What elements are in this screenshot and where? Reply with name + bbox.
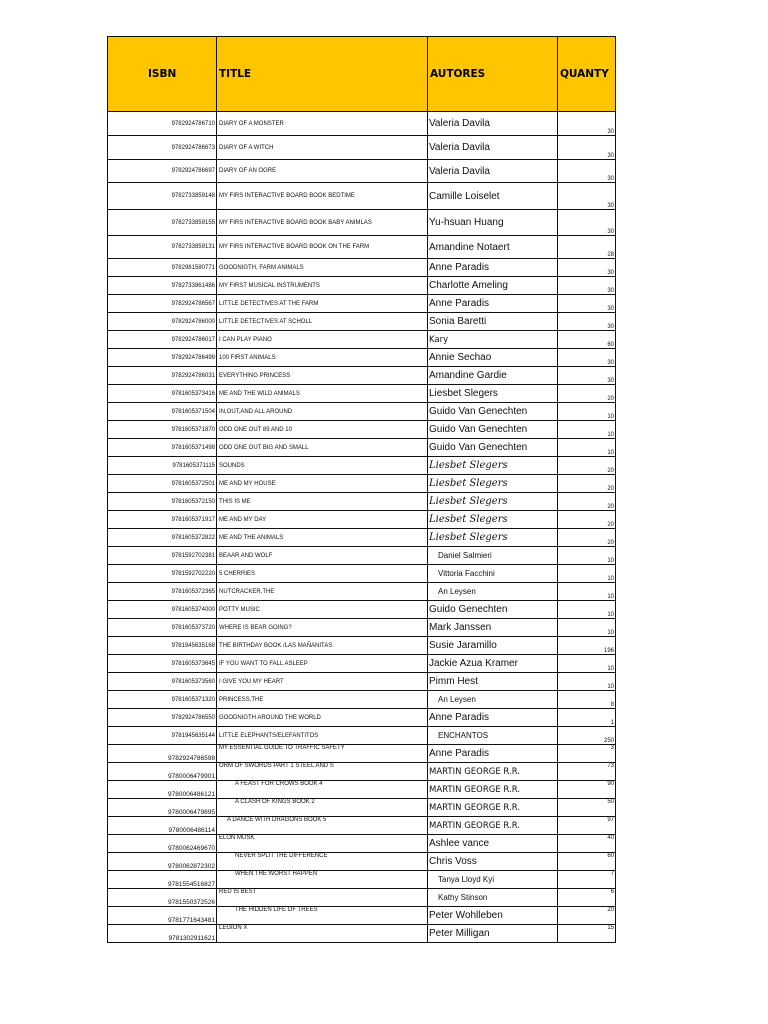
title-cell: ORM OF SWORDS PART 1 STEEL AND S bbox=[217, 763, 428, 781]
isbn-cell: 9781605371498 bbox=[108, 439, 217, 457]
title-cell: THE BIRTHDAY BOOK /LAS MAÑANITAS bbox=[217, 637, 428, 655]
quantity-cell: 40 bbox=[558, 835, 616, 853]
quantity-cell: 10 bbox=[558, 583, 616, 601]
table-row bbox=[108, 799, 616, 817]
title-cell: DIARY OF AN OGRE bbox=[217, 160, 428, 183]
quantity-cell: 10 bbox=[558, 565, 616, 583]
quantity-cell: 8 bbox=[558, 691, 616, 709]
quantity-cell: 20 bbox=[558, 907, 616, 925]
quantity-cell: 30 bbox=[558, 136, 616, 160]
table-row bbox=[108, 475, 616, 493]
title-cell: PRINCESS,THE bbox=[217, 691, 428, 709]
table-row bbox=[108, 295, 616, 313]
title-cell: ME AND MY HOUSE bbox=[217, 475, 428, 493]
author-cell: Kary bbox=[428, 331, 558, 349]
title-cell: LITTLE DETECTIVES AT SCHOLL bbox=[217, 313, 428, 331]
title-cell: ODD ONE OUT BIG AND SMALL bbox=[217, 439, 428, 457]
table-row bbox=[108, 547, 616, 565]
title-cell: LEGION X bbox=[217, 925, 428, 943]
quantity-cell: 20 bbox=[558, 385, 616, 403]
isbn-cell: 9781605371917 bbox=[108, 511, 217, 529]
quantity-cell: 20 bbox=[558, 511, 616, 529]
author-cell: Yu-hsuan Huang bbox=[428, 210, 558, 236]
author-cell: Anne Paradis bbox=[428, 745, 558, 763]
header-isbn: ISBN bbox=[108, 37, 217, 112]
author-cell: Amandine Gardie bbox=[428, 367, 558, 385]
author-cell: Peter Wohlleben bbox=[428, 907, 558, 925]
isbn-cell: 9781605371504 bbox=[108, 403, 217, 421]
isbn-cell: 9782924786598 bbox=[108, 745, 217, 763]
isbn-cell: 9780062872302 bbox=[108, 853, 217, 871]
isbn-cell: 9782924786031 bbox=[108, 367, 217, 385]
quantity-cell: 30 bbox=[558, 277, 616, 295]
table-row bbox=[108, 673, 616, 691]
table-row bbox=[108, 601, 616, 619]
isbn-cell: 9781605372365 bbox=[108, 583, 217, 601]
quantity-cell: 28 bbox=[558, 236, 616, 259]
quantity-cell: 10 bbox=[558, 601, 616, 619]
title-cell: ME AND MY DAY bbox=[217, 511, 428, 529]
quantity-cell: 250 bbox=[558, 727, 616, 745]
table-row bbox=[108, 439, 616, 457]
author-cell: Chris Voss bbox=[428, 853, 558, 871]
isbn-cell: 9781554516827 bbox=[108, 871, 217, 889]
isbn-cell: 9782733859148 bbox=[108, 183, 217, 210]
isbn-cell: 9780062469670 bbox=[108, 835, 217, 853]
title-cell: DIARY OF A MONSTER bbox=[217, 112, 428, 136]
author-cell: Liesbet Slegers bbox=[428, 385, 558, 403]
author-cell: Guido Van Genechten bbox=[428, 403, 558, 421]
table-header bbox=[108, 37, 616, 112]
table-row bbox=[108, 136, 616, 160]
isbn-cell: 9781771643481 bbox=[108, 907, 217, 925]
title-cell: POTTY MUSIC bbox=[217, 601, 428, 619]
table-row bbox=[108, 112, 616, 136]
table-row bbox=[108, 637, 616, 655]
quantity-cell: 30 bbox=[558, 259, 616, 277]
title-cell: I CAN PLAY PIANO bbox=[217, 331, 428, 349]
author-cell: Guido Genechten bbox=[428, 601, 558, 619]
quantity-cell: 20 bbox=[558, 457, 616, 475]
quantity-cell: 60 bbox=[558, 853, 616, 871]
author-cell: Amandine Notaert bbox=[428, 236, 558, 259]
table-row bbox=[108, 331, 616, 349]
author-cell: Ashlee vance bbox=[428, 835, 558, 853]
table-row bbox=[108, 817, 616, 835]
table-row bbox=[108, 655, 616, 673]
isbn-cell: 9781605371320 bbox=[108, 691, 217, 709]
quantity-cell: 30 bbox=[558, 349, 616, 367]
title-cell: IF YOU WANT TO FALL ASLEEP bbox=[217, 655, 428, 673]
author-cell: An Leysen bbox=[428, 691, 558, 709]
table-row bbox=[108, 403, 616, 421]
quantity-cell: 10 bbox=[558, 439, 616, 457]
table-row bbox=[108, 457, 616, 475]
author-cell: Vittoria Facchini bbox=[428, 565, 558, 583]
title-cell: MY ESSENTIAL GUIDE TO TRAFFIC SAFETY bbox=[217, 745, 428, 763]
title-cell: A DANCE WITH DRAGONS BOOK 5 bbox=[217, 817, 428, 835]
quantity-cell: 20 bbox=[558, 493, 616, 511]
table-row bbox=[108, 313, 616, 331]
title-cell: 5 CHERRIES bbox=[217, 565, 428, 583]
isbn-cell: 9781302911621 bbox=[108, 925, 217, 943]
title-cell: BEAAR AND WOLF bbox=[217, 547, 428, 565]
quantity-cell: 30 bbox=[558, 367, 616, 385]
quantity-cell: 20 bbox=[558, 475, 616, 493]
quantity-cell: 30 bbox=[558, 160, 616, 183]
title-cell: NUTCRACKER,THE bbox=[217, 583, 428, 601]
isbn-cell: 9781605372501 bbox=[108, 475, 217, 493]
author-cell: MARTIN GEORGE R.R. bbox=[428, 817, 558, 835]
title-cell: ELON MUSK bbox=[217, 835, 428, 853]
quantity-cell: 90 bbox=[558, 781, 616, 799]
quantity-cell: 6 bbox=[558, 889, 616, 907]
table-row bbox=[108, 259, 616, 277]
author-cell: Tanya Lloyd Kyi bbox=[428, 871, 558, 889]
quantity-cell: 30 bbox=[558, 183, 616, 210]
author-cell: Valeria Davila bbox=[428, 136, 558, 160]
author-cell: Camille Loiselet bbox=[428, 183, 558, 210]
title-cell: EVERYTHING PRINCESS bbox=[217, 367, 428, 385]
author-cell: Kathy Stinson bbox=[428, 889, 558, 907]
isbn-cell: 9782981580771 bbox=[108, 259, 217, 277]
author-cell: Mark Janssen bbox=[428, 619, 558, 637]
author-cell: ENCHANTOS bbox=[428, 727, 558, 745]
quantity-cell: 97 bbox=[558, 817, 616, 835]
isbn-cell: 9781605372150 bbox=[108, 493, 217, 511]
author-cell: Sonia Baretti bbox=[428, 313, 558, 331]
table-row bbox=[108, 565, 616, 583]
header-row bbox=[108, 37, 616, 112]
isbn-cell: 9780006486121 bbox=[108, 781, 217, 799]
quantity-cell: 3 bbox=[558, 745, 616, 763]
author-cell: Jackie Azua Kramer bbox=[428, 655, 558, 673]
isbn-cell: 9781592702381 bbox=[108, 547, 217, 565]
isbn-cell: 9781605371115 bbox=[108, 457, 217, 475]
table-row bbox=[108, 367, 616, 385]
isbn-cell: 9782924786017 bbox=[108, 331, 217, 349]
isbn-cell: 9782924786567 bbox=[108, 295, 217, 313]
table-row bbox=[108, 745, 616, 763]
title-cell: THE HIDDEN LIFE OF TREES bbox=[217, 907, 428, 925]
table-row bbox=[108, 727, 616, 745]
title-cell: ME AND THE WILD ANIMALS bbox=[217, 385, 428, 403]
table-row bbox=[108, 160, 616, 183]
table-row bbox=[108, 210, 616, 236]
quantity-cell: 30 bbox=[558, 313, 616, 331]
table-row bbox=[108, 529, 616, 547]
author-cell: Anne Paradis bbox=[428, 295, 558, 313]
isbn-cell: 9781945635144 bbox=[108, 727, 217, 745]
quantity-cell: 10 bbox=[558, 655, 616, 673]
title-cell: LITTLE ELEPHANTS/ELEFANTITOS bbox=[217, 727, 428, 745]
author-cell: An Leysen bbox=[428, 583, 558, 601]
isbn-cell: 9781592702220 bbox=[108, 565, 217, 583]
quantity-cell: 30 bbox=[558, 112, 616, 136]
table-row bbox=[108, 421, 616, 439]
table-body bbox=[108, 112, 616, 943]
table-row bbox=[108, 925, 616, 943]
table-row bbox=[108, 385, 616, 403]
table-row bbox=[108, 349, 616, 367]
author-cell: Liesbet Slegers bbox=[428, 475, 558, 493]
title-cell: NEVER SPLIT THE DIFFERENCE bbox=[217, 853, 428, 871]
isbn-cell: 9782924786673 bbox=[108, 136, 217, 160]
table-row bbox=[108, 781, 616, 799]
title-cell: A CLASH OF KINGS BOOK 2 bbox=[217, 799, 428, 817]
isbn-cell: 9781605373645 bbox=[108, 655, 217, 673]
author-cell: Pimm Hest bbox=[428, 673, 558, 691]
author-cell: Valeria Davila bbox=[428, 112, 558, 136]
isbn-cell: 9782924786550 bbox=[108, 709, 217, 727]
table-row bbox=[108, 493, 616, 511]
author-cell: Anne Paradis bbox=[428, 709, 558, 727]
author-cell: Daniel Salmieri bbox=[428, 547, 558, 565]
table-row bbox=[108, 853, 616, 871]
title-cell: GOODNIGTH, FARM ANIMALS bbox=[217, 259, 428, 277]
table-row bbox=[108, 277, 616, 295]
book-inventory-table bbox=[107, 36, 616, 943]
title-cell: MY FIRS INTERACTIVE BOARD BOOK BEDTIME bbox=[217, 183, 428, 210]
title-cell: MY FIRST MUSICAL INSTRUMENTS bbox=[217, 277, 428, 295]
table-row bbox=[108, 511, 616, 529]
table-row bbox=[108, 183, 616, 210]
author-cell: Liesbet Slegers bbox=[428, 493, 558, 511]
author-cell: Peter Milligan bbox=[428, 925, 558, 943]
title-cell: SOUNDS bbox=[217, 457, 428, 475]
title-cell: ODD ONE OUT 89 AND 10 bbox=[217, 421, 428, 439]
author-cell: Liesbet Slegers bbox=[428, 511, 558, 529]
quantity-cell: 30 bbox=[558, 295, 616, 313]
title-cell: RED IS BEST bbox=[217, 889, 428, 907]
author-cell: Valeria Davila bbox=[428, 160, 558, 183]
table-row bbox=[108, 691, 616, 709]
title-cell: IN,OUT,AND ALL AROUND bbox=[217, 403, 428, 421]
title-cell: LITTLE DETECTIVES AT THE FARM bbox=[217, 295, 428, 313]
isbn-cell: 9781605374000 bbox=[108, 601, 217, 619]
header-authors: AUTORES bbox=[428, 37, 558, 112]
author-cell: Anne Paradis bbox=[428, 259, 558, 277]
author-cell: Guido Van Genechten bbox=[428, 421, 558, 439]
table-row bbox=[108, 619, 616, 637]
isbn-cell: 9782733859155 bbox=[108, 210, 217, 236]
quantity-cell: 20 bbox=[558, 529, 616, 547]
quantity-cell: 15 bbox=[558, 925, 616, 943]
isbn-cell: 9781605372822 bbox=[108, 529, 217, 547]
author-cell: Guido Van Genechten bbox=[428, 439, 558, 457]
table-row bbox=[108, 835, 616, 853]
isbn-cell: 9781605373416 bbox=[108, 385, 217, 403]
isbn-cell: 9780006479895 bbox=[108, 799, 217, 817]
title-cell: MY FIRS INTERACTIVE BOARD BOOK ON THE FARM bbox=[217, 236, 428, 259]
title-cell: WHEN THE WORST HAPPEN bbox=[217, 871, 428, 889]
header-title: TITLE bbox=[217, 37, 428, 112]
header-quantity: QUANTY bbox=[558, 37, 616, 112]
quantity-cell: 7 bbox=[558, 871, 616, 889]
quantity-cell: 10 bbox=[558, 403, 616, 421]
table-row bbox=[108, 871, 616, 889]
title-cell: MY FIRS INTERACTIVE BOARD BOOK BABY ANIMLAS bbox=[217, 210, 428, 236]
title-cell: DIARY OF A WITCH bbox=[217, 136, 428, 160]
quantity-cell: 73 bbox=[558, 763, 616, 781]
isbn-cell: 9782924786000 bbox=[108, 313, 217, 331]
isbn-cell: 9782924786710 bbox=[108, 112, 217, 136]
isbn-cell: 9782924786697 bbox=[108, 160, 217, 183]
quantity-cell: 50 bbox=[558, 799, 616, 817]
title-cell: A FEAST FOR CROWS BOOK 4 bbox=[217, 781, 428, 799]
table-row bbox=[108, 907, 616, 925]
quantity-cell: 1 bbox=[558, 709, 616, 727]
table-row bbox=[108, 763, 616, 781]
quantity-cell: 30 bbox=[558, 210, 616, 236]
quantity-cell: 60 bbox=[558, 331, 616, 349]
title-cell: GOODNIGTH AROUND THE WORLD bbox=[217, 709, 428, 727]
table-row bbox=[108, 709, 616, 727]
table-row bbox=[108, 236, 616, 259]
isbn-cell: 9781605371870 bbox=[108, 421, 217, 439]
quantity-cell: 10 bbox=[558, 421, 616, 439]
title-cell: ME AND THE ANIMALS bbox=[217, 529, 428, 547]
author-cell: MARTIN GEORGE R.R. bbox=[428, 799, 558, 817]
isbn-cell: 9781550372526 bbox=[108, 889, 217, 907]
isbn-cell: 9780006486114 bbox=[108, 817, 217, 835]
isbn-cell: 9781605373560 bbox=[108, 673, 217, 691]
table-row bbox=[108, 889, 616, 907]
author-cell: Annie Sechao bbox=[428, 349, 558, 367]
author-cell: Susie Jaramillo bbox=[428, 637, 558, 655]
title-cell: I GIVE YOU MY HEART bbox=[217, 673, 428, 691]
author-cell: Liesbet Slegers bbox=[428, 529, 558, 547]
title-cell: WHERE IS BEAR GOING? bbox=[217, 619, 428, 637]
isbn-cell: 9781945635168 bbox=[108, 637, 217, 655]
title-cell: 100 FIRST ANIMALS bbox=[217, 349, 428, 367]
quantity-cell: 10 bbox=[558, 619, 616, 637]
table-row bbox=[108, 583, 616, 601]
isbn-cell: 9782733861486 bbox=[108, 277, 217, 295]
quantity-cell: 196 bbox=[558, 637, 616, 655]
author-cell: MARTIN GEORGE R.R. bbox=[428, 781, 558, 799]
isbn-cell: 9782924786499 bbox=[108, 349, 217, 367]
author-cell: Liesbet Slegers bbox=[428, 457, 558, 475]
isbn-cell: 9780006479901 bbox=[108, 763, 217, 781]
quantity-cell: 10 bbox=[558, 673, 616, 691]
quantity-cell: 10 bbox=[558, 547, 616, 565]
author-cell: Charlotte Ameling bbox=[428, 277, 558, 295]
title-cell: THIS IS ME bbox=[217, 493, 428, 511]
author-cell: MARTIN GEORGE R.R. bbox=[428, 763, 558, 781]
isbn-cell: 9781605373720 bbox=[108, 619, 217, 637]
isbn-cell: 9782733859131 bbox=[108, 236, 217, 259]
